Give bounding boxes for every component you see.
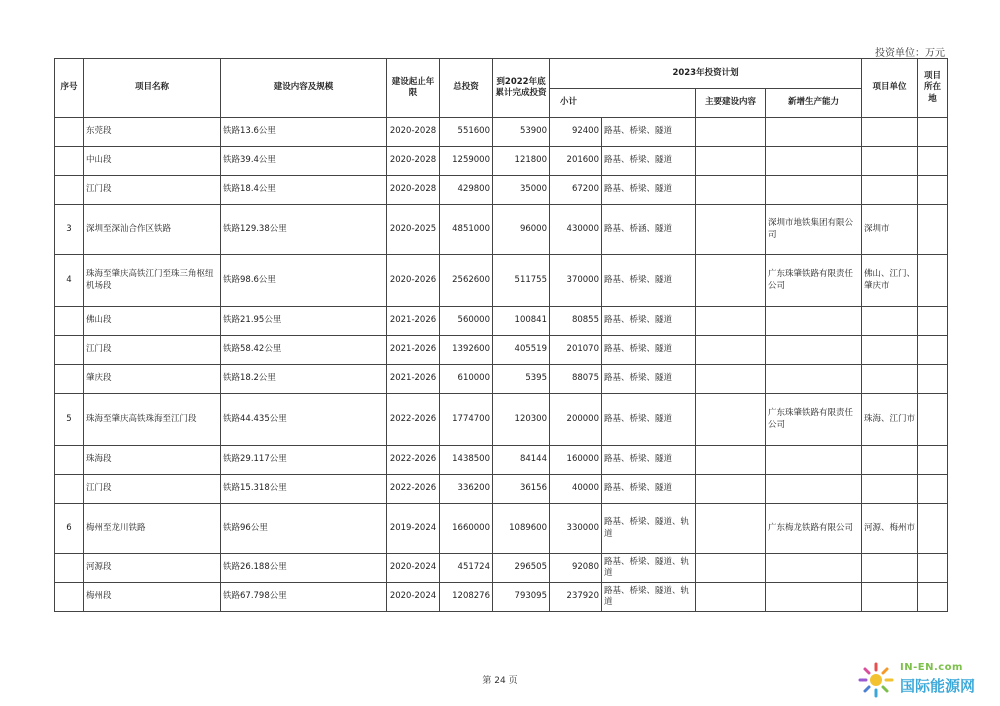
row-main-content: 路基、桥梁、隧道 xyxy=(602,394,696,446)
row-cumulative-investment: 511755 xyxy=(493,255,550,307)
table-row xyxy=(55,583,948,612)
row-location xyxy=(862,365,918,394)
row-total-investment: 1774700 xyxy=(440,394,493,446)
row-main-content: 路基、桥梁、隧道 xyxy=(602,255,696,307)
row-new-capacity xyxy=(696,336,766,365)
row-project-unit xyxy=(766,365,862,394)
row-seq: 5 xyxy=(55,394,84,446)
row-main-content: 路基、桥梁、隧道、轨道 xyxy=(602,554,696,583)
row-main-content: 路基、桥梁、隧道 xyxy=(602,365,696,394)
row-main-content: 路基、桥涵、隧道 xyxy=(602,205,696,255)
table-row xyxy=(55,336,948,365)
row-total-investment: 1438500 xyxy=(440,446,493,475)
row-project-unit: 广东梅龙铁路有限公司 xyxy=(766,504,862,554)
row-total-investment: 429800 xyxy=(440,176,493,205)
row-seq xyxy=(55,554,84,583)
row-main-content: 路基、桥梁、隧道 xyxy=(602,176,696,205)
row-location xyxy=(862,475,918,504)
row-content-scale: 铁路96公里 xyxy=(221,504,387,554)
row-period: 2020-2025 xyxy=(387,205,440,255)
row-remark xyxy=(918,147,948,176)
table-row xyxy=(55,205,948,255)
row-total-investment: 2562600 xyxy=(440,255,493,307)
row-remark xyxy=(918,118,948,147)
row-new-capacity xyxy=(696,147,766,176)
row-period: 2020-2024 xyxy=(387,583,440,612)
row-seq: 6 xyxy=(55,504,84,554)
row-subtotal: 67200 xyxy=(550,176,602,205)
row-project-name: 东莞段 xyxy=(84,118,221,147)
table-row xyxy=(55,118,948,147)
row-main-content: 路基、桥梁、隧道 xyxy=(602,475,696,504)
table-row xyxy=(55,255,948,307)
row-remark xyxy=(918,205,948,255)
row-cumulative-investment: 36156 xyxy=(493,475,550,504)
row-subtotal: 80855 xyxy=(550,307,602,336)
header-location: 项目所在地 xyxy=(918,59,948,118)
table-row xyxy=(55,554,948,583)
header-content-scale: 建设内容及规模 xyxy=(221,59,387,118)
row-period: 2020-2028 xyxy=(387,176,440,205)
row-main-content: 路基、桥梁、隧道、轨道 xyxy=(602,583,696,612)
row-project-unit xyxy=(766,118,862,147)
row-cumulative-investment: 793095 xyxy=(493,583,550,612)
row-seq xyxy=(55,446,84,475)
row-project-unit xyxy=(766,147,862,176)
row-subtotal: 92080 xyxy=(550,554,602,583)
row-project-unit: 广东珠肇铁路有限责任公司 xyxy=(766,255,862,307)
row-project-name: 江门段 xyxy=(84,176,221,205)
row-new-capacity xyxy=(696,583,766,612)
row-project-name: 珠海至肇庆高铁江门至珠三角枢纽机场段 xyxy=(84,255,221,307)
row-remark xyxy=(918,255,948,307)
row-total-investment: 1259000 xyxy=(440,147,493,176)
row-project-unit xyxy=(766,446,862,475)
row-project-unit xyxy=(766,336,862,365)
header-project-unit: 项目单位 xyxy=(862,59,918,118)
row-content-scale: 铁路26.188公里 xyxy=(221,554,387,583)
row-period: 2022-2026 xyxy=(387,394,440,446)
row-cumulative-investment: 296505 xyxy=(493,554,550,583)
row-location xyxy=(862,147,918,176)
row-main-content: 路基、桥梁、隧道、轨道 xyxy=(602,504,696,554)
row-project-name: 肇庆段 xyxy=(84,365,221,394)
row-subtotal: 200000 xyxy=(550,394,602,446)
row-period: 2020-2028 xyxy=(387,147,440,176)
row-new-capacity xyxy=(696,475,766,504)
row-project-name: 佛山段 xyxy=(84,307,221,336)
row-period: 2019-2024 xyxy=(387,504,440,554)
row-new-capacity xyxy=(696,118,766,147)
row-project-name: 梅州段 xyxy=(84,583,221,612)
investment-plan-table xyxy=(54,58,948,612)
row-subtotal: 88075 xyxy=(550,365,602,394)
row-seq xyxy=(55,336,84,365)
row-remark xyxy=(918,365,948,394)
row-subtotal: 430000 xyxy=(550,205,602,255)
row-period: 2020-2028 xyxy=(387,118,440,147)
row-period: 2020-2024 xyxy=(387,554,440,583)
row-total-investment: 560000 xyxy=(440,307,493,336)
row-main-content: 路基、桥梁、隧道 xyxy=(602,446,696,475)
row-main-content: 路基、桥梁、隧道 xyxy=(602,307,696,336)
row-project-name: 珠海段 xyxy=(84,446,221,475)
table-row xyxy=(55,365,948,394)
row-total-investment: 1660000 xyxy=(440,504,493,554)
row-cumulative-investment: 1089600 xyxy=(493,504,550,554)
header-main-content: 主要建设内容 xyxy=(696,89,766,118)
row-cumulative-investment: 405519 xyxy=(493,336,550,365)
row-cumulative-investment: 96000 xyxy=(493,205,550,255)
row-project-name: 江门段 xyxy=(84,475,221,504)
row-project-name: 深圳至深汕合作区铁路 xyxy=(84,205,221,255)
row-cumulative-investment: 121800 xyxy=(493,147,550,176)
row-main-content: 路基、桥梁、隧道 xyxy=(602,336,696,365)
row-new-capacity xyxy=(696,365,766,394)
row-main-content: 路基、桥梁、隧道 xyxy=(602,147,696,176)
row-location xyxy=(862,118,918,147)
table-row xyxy=(55,307,948,336)
row-seq xyxy=(55,176,84,205)
row-project-unit: 广东珠肇铁路有限责任公司 xyxy=(766,394,862,446)
investment-unit-note: 投资单位：万元 xyxy=(875,48,945,59)
row-seq: 4 xyxy=(55,255,84,307)
row-remark xyxy=(918,446,948,475)
row-cumulative-investment: 84144 xyxy=(493,446,550,475)
row-content-scale: 铁路29.117公里 xyxy=(221,446,387,475)
row-location xyxy=(862,583,918,612)
header-new-capacity: 新增生产能力 xyxy=(766,89,862,118)
row-remark xyxy=(918,583,948,612)
row-remark xyxy=(918,554,948,583)
row-project-name: 梅州至龙川铁路 xyxy=(84,504,221,554)
row-cumulative-investment: 5395 xyxy=(493,365,550,394)
row-project-unit: 深圳市地铁集团有限公司 xyxy=(766,205,862,255)
table-row xyxy=(55,394,948,446)
row-remark xyxy=(918,475,948,504)
row-new-capacity xyxy=(696,255,766,307)
row-seq xyxy=(55,118,84,147)
row-new-capacity xyxy=(696,307,766,336)
row-main-content: 路基、桥梁、隧道 xyxy=(602,118,696,147)
row-location: 深圳市 xyxy=(862,205,918,255)
row-period: 2022-2026 xyxy=(387,446,440,475)
row-project-unit xyxy=(766,307,862,336)
row-new-capacity xyxy=(696,394,766,446)
row-content-scale: 铁路15.318公里 xyxy=(221,475,387,504)
row-subtotal: 92400 xyxy=(550,118,602,147)
row-remark xyxy=(918,504,948,554)
row-content-scale: 铁路18.4公里 xyxy=(221,176,387,205)
row-period: 2021-2026 xyxy=(387,336,440,365)
row-remark xyxy=(918,307,948,336)
row-total-investment: 4851000 xyxy=(440,205,493,255)
row-project-name: 江门段 xyxy=(84,336,221,365)
row-project-name: 珠海至肇庆高铁珠海至江门段 xyxy=(84,394,221,446)
row-period: 2021-2026 xyxy=(387,365,440,394)
row-content-scale: 铁路58.42公里 xyxy=(221,336,387,365)
row-seq: 3 xyxy=(55,205,84,255)
row-content-scale: 铁路98.6公里 xyxy=(221,255,387,307)
row-content-scale: 铁路13.6公里 xyxy=(221,118,387,147)
row-subtotal: 40000 xyxy=(550,475,602,504)
row-new-capacity xyxy=(696,504,766,554)
header-project-name: 项目名称 xyxy=(84,59,221,118)
row-seq xyxy=(55,147,84,176)
row-project-unit xyxy=(766,176,862,205)
sunflower-icon xyxy=(856,660,896,700)
header-seq: 序号 xyxy=(55,59,84,118)
row-total-investment: 451724 xyxy=(440,554,493,583)
row-total-investment: 610000 xyxy=(440,365,493,394)
row-remark xyxy=(918,394,948,446)
row-period: 2022-2026 xyxy=(387,475,440,504)
row-period: 2020-2026 xyxy=(387,255,440,307)
row-location xyxy=(862,176,918,205)
row-project-unit xyxy=(766,554,862,583)
row-content-scale: 铁路18.2公里 xyxy=(221,365,387,394)
row-project-unit xyxy=(766,475,862,504)
row-cumulative-investment: 53900 xyxy=(493,118,550,147)
table-row xyxy=(55,446,948,475)
row-total-investment: 336200 xyxy=(440,475,493,504)
watermark-logo xyxy=(856,658,986,702)
row-remark xyxy=(918,176,948,205)
row-seq xyxy=(55,583,84,612)
row-project-unit xyxy=(766,583,862,612)
header-cumulative-investment: 到2022年底累计完成投资 xyxy=(493,59,550,118)
row-content-scale: 铁路67.798公里 xyxy=(221,583,387,612)
row-subtotal: 330000 xyxy=(550,504,602,554)
row-location xyxy=(862,554,918,583)
row-new-capacity xyxy=(696,205,766,255)
row-subtotal: 201600 xyxy=(550,147,602,176)
row-content-scale: 铁路21.95公里 xyxy=(221,307,387,336)
table-body xyxy=(55,118,948,612)
row-location xyxy=(862,446,918,475)
row-remark xyxy=(918,336,948,365)
row-subtotal: 160000 xyxy=(550,446,602,475)
row-new-capacity xyxy=(696,176,766,205)
row-seq xyxy=(55,475,84,504)
table-header xyxy=(55,59,948,118)
row-cumulative-investment: 120300 xyxy=(493,394,550,446)
page-number: 第 24 页 xyxy=(482,676,518,686)
row-location: 河源、梅州市 xyxy=(862,504,918,554)
row-seq xyxy=(55,307,84,336)
row-total-investment: 1392600 xyxy=(440,336,493,365)
row-location: 珠海、江门市 xyxy=(862,394,918,446)
row-cumulative-investment: 100841 xyxy=(493,307,550,336)
table-row xyxy=(55,504,948,554)
row-subtotal: 201070 xyxy=(550,336,602,365)
row-content-scale: 铁路44.435公里 xyxy=(221,394,387,446)
row-total-investment: 551600 xyxy=(440,118,493,147)
row-period: 2021-2026 xyxy=(387,307,440,336)
row-location xyxy=(862,336,918,365)
row-new-capacity xyxy=(696,446,766,475)
row-seq xyxy=(55,365,84,394)
row-new-capacity xyxy=(696,554,766,583)
row-location xyxy=(862,307,918,336)
header-total-investment: 总投资 xyxy=(440,59,493,118)
row-content-scale: 铁路39.4公里 xyxy=(221,147,387,176)
header-2023-plan: 2023年投资计划 xyxy=(550,59,862,89)
table-row xyxy=(55,176,948,205)
row-cumulative-investment: 35000 xyxy=(493,176,550,205)
row-subtotal: 370000 xyxy=(550,255,602,307)
row-content-scale: 铁路129.38公里 xyxy=(221,205,387,255)
watermark-en: IN-EN.com xyxy=(900,662,963,673)
row-total-investment: 1208276 xyxy=(440,583,493,612)
watermark-cn: 国际能源网 xyxy=(900,677,976,695)
row-project-name: 中山段 xyxy=(84,147,221,176)
header-period: 建设起止年限 xyxy=(387,59,440,118)
row-project-name: 河源段 xyxy=(84,554,221,583)
table-row xyxy=(55,147,948,176)
header-subtotal: 小计 xyxy=(550,89,696,118)
table-row xyxy=(55,475,948,504)
row-subtotal: 237920 xyxy=(550,583,602,612)
row-location: 佛山、江门、肇庆市 xyxy=(862,255,918,307)
